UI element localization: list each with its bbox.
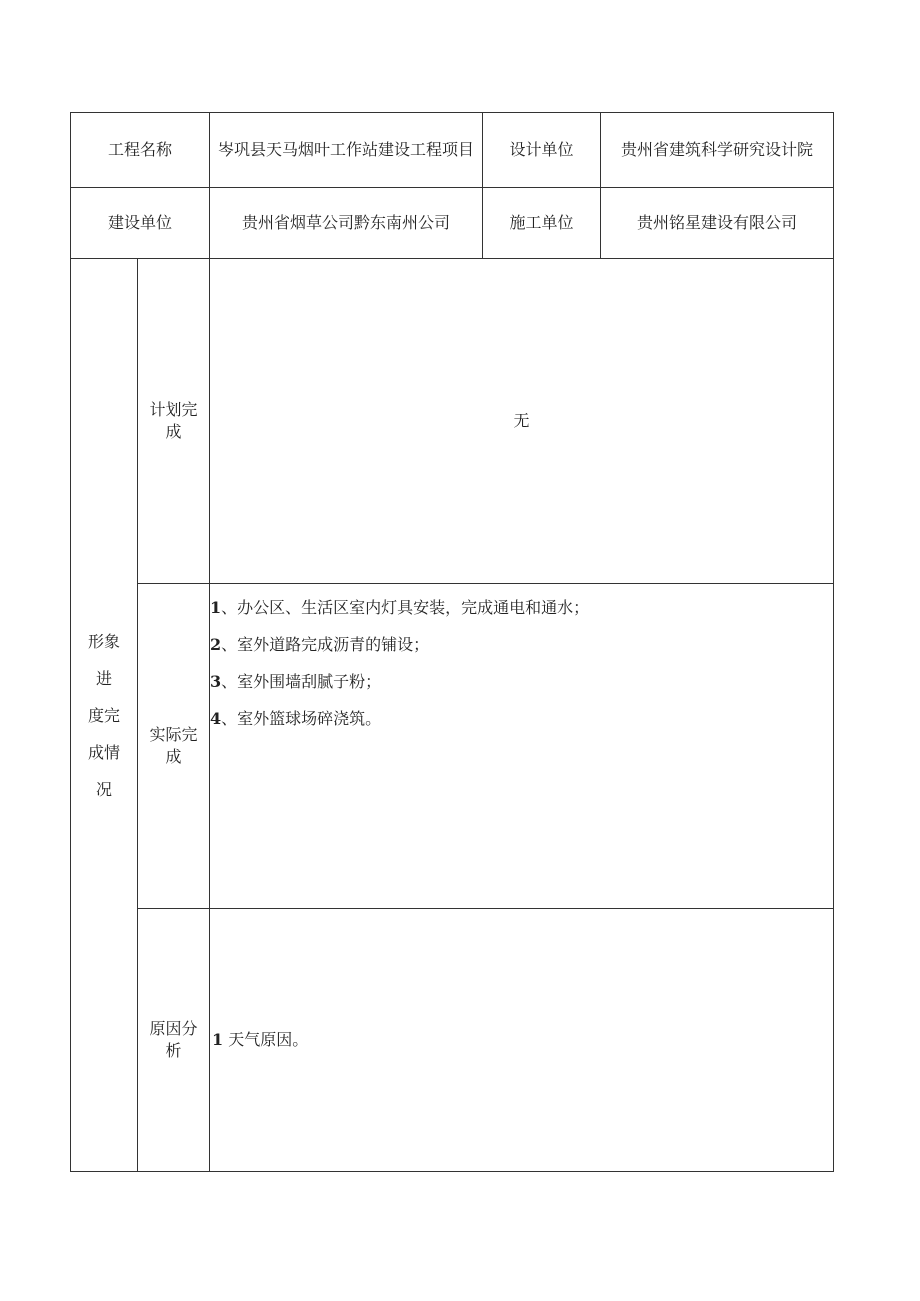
progress-label-line: 况: [95, 779, 112, 799]
actual-item-number: 3: [210, 672, 222, 691]
reason-label-line: 原因分: [149, 1019, 198, 1038]
contractor-value: 贵州铭星建设有限公司: [601, 188, 834, 259]
actual-content: [210, 584, 834, 909]
progress-label-line: 形象: [87, 631, 120, 651]
actual-label-line: 成: [165, 747, 182, 766]
progress-section-label: [71, 259, 138, 1172]
reason-content: [210, 909, 834, 1172]
project-name-value: 岑巩县天马烟叶工作站建设工程项目: [210, 113, 483, 188]
actual-item-text: 、室外围墙刮腻子粉；: [221, 672, 382, 691]
planned-label-line: 成: [165, 422, 182, 441]
planned-content: 无: [210, 259, 834, 584]
construction-owner-label: 建设单位: [71, 188, 210, 259]
reason-label: [138, 909, 210, 1172]
construction-owner-value: 贵州省烟草公司黔东南州公司: [210, 188, 483, 259]
actual-item: [210, 700, 833, 737]
progress-label-line: 度完: [87, 705, 120, 725]
planned-label-line: 计划完: [149, 400, 198, 419]
reason-row: [71, 909, 834, 1172]
progress-report-sheet: [70, 112, 833, 1171]
actual-row: [71, 584, 834, 909]
project-name-label: 工程名称: [71, 113, 210, 188]
actual-item: [210, 626, 833, 663]
reason-number: 1: [212, 1030, 224, 1049]
actual-item-number: 1: [210, 598, 222, 617]
actual-item: [210, 589, 833, 626]
actual-item: [210, 663, 833, 700]
design-unit-value: 贵州省建筑科学研究设计院: [601, 113, 834, 188]
reason-text: 天气原因。: [223, 1030, 309, 1049]
planned-label: [138, 259, 210, 584]
contractor-label: 施工单位: [483, 188, 601, 259]
actual-item-number: 2: [210, 635, 222, 654]
actual-item-number: 4: [210, 709, 222, 728]
progress-label-line: 成情: [87, 742, 120, 762]
actual-item-text: 、室外篮球场碎浇筑。: [221, 709, 382, 728]
actual-item-text: 、办公区、生活区室内灯具安装，完成通电和通水；: [221, 598, 590, 617]
actual-item-text: 、室外道路完成沥青的铺设；: [221, 635, 430, 654]
owner-row: [71, 188, 834, 259]
project-row: [71, 113, 834, 188]
progress-label-line: 进: [95, 668, 112, 688]
design-unit-label: 设计单位: [483, 113, 601, 188]
actual-label: [138, 584, 210, 909]
progress-report-table: [70, 112, 834, 1172]
actual-label-line: 实际完: [149, 725, 198, 744]
planned-row: [71, 259, 834, 584]
reason-label-line: 析: [165, 1041, 182, 1060]
